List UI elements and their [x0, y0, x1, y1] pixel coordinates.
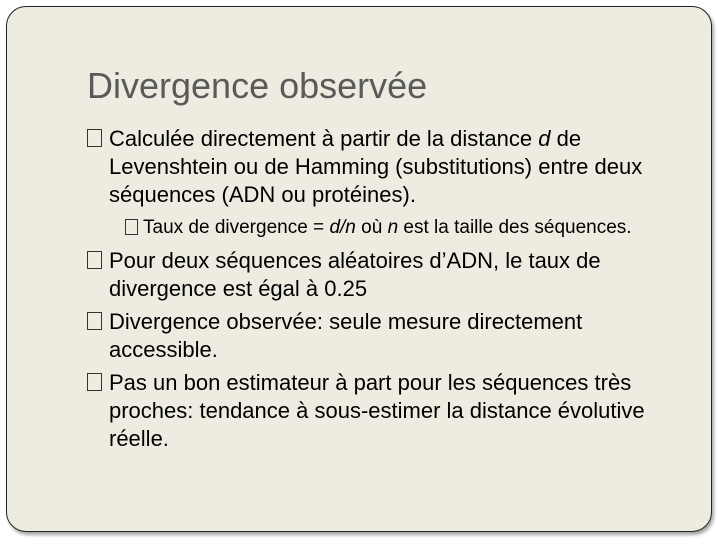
bullet-text: Pas un bon estimateur à part pour les séquences très proches: tendance à sous-estimer la distance évolutive réelle. — [109, 370, 645, 451]
slide-title: Divergence observée — [87, 65, 428, 106]
bullet-text: Pour deux séquences aléatoires d’ADN, le taux de divergence est égal à 0.25 — [109, 248, 601, 301]
bullet-box-icon — [87, 129, 102, 147]
bullet-calculee — [87, 125, 697, 209]
bullet-estimateur — [87, 369, 697, 453]
slide-frame — [6, 6, 712, 532]
bullet-sequences-aleatoires — [87, 247, 697, 303]
bullet-text-italic: d — [538, 126, 551, 151]
bullet-box-icon — [87, 312, 102, 330]
bullet-text: Divergence observée: seule mesure directement accessible. — [109, 309, 583, 362]
bullet-text-pre: Taux de divergence = — [143, 217, 330, 238]
bullet-text-italic-dn: d/n — [329, 217, 356, 238]
bullet-divergence-observee — [87, 308, 697, 364]
bullet-text-italic-n: n — [387, 217, 399, 238]
slide-body — [87, 125, 697, 453]
bullet-text-pre: Calculée directement à partir de la distance — [109, 126, 539, 151]
sub-bullet-taux — [125, 215, 697, 241]
bullet-box-icon — [87, 373, 102, 391]
bullet-box-icon — [87, 251, 102, 269]
bullet-text-mid: où — [355, 217, 388, 238]
bullet-text-post: de Levenshtein ou de Hamming (substitutions) entre deux séquences (ADN ou protéines). — [109, 126, 643, 207]
bullet-box-icon — [125, 219, 138, 235]
bullet-text-post: est la taille des séquences. — [398, 217, 632, 238]
